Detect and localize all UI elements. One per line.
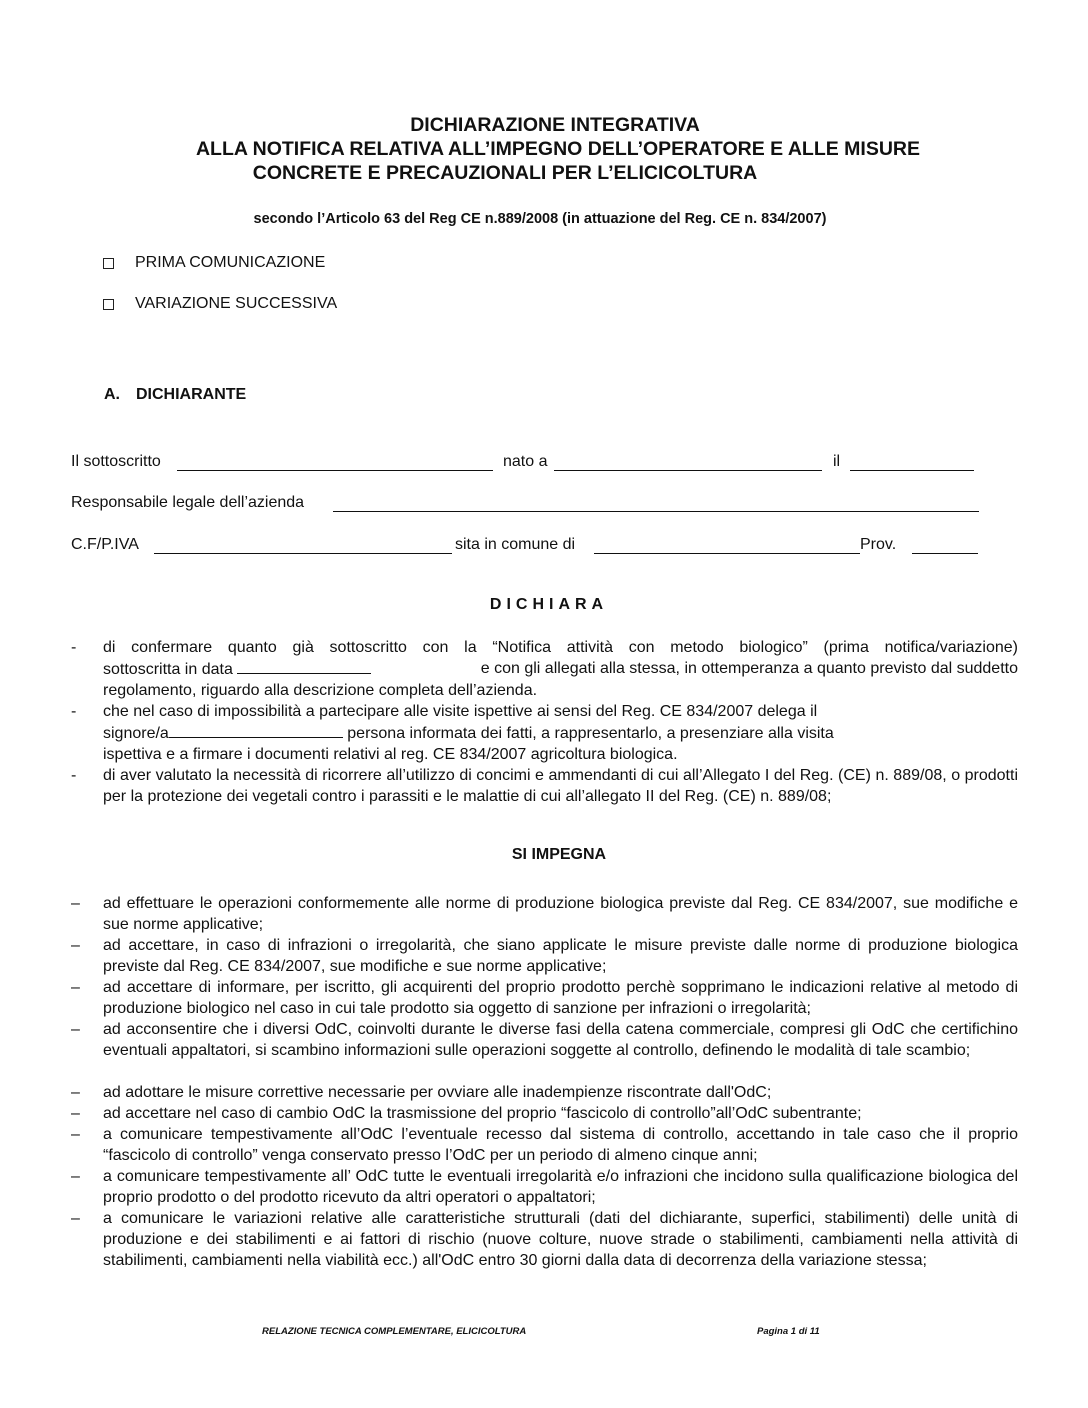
subtitle: secondo l’Articolo 63 del Reg CE n.889/2008 (in attuazione del Reg. CE n. 834/2007): [253, 211, 827, 227]
section-letter: A.: [104, 386, 120, 403]
section-label: DICHIARANTE: [136, 386, 247, 403]
item-line: che nel caso di impossibilità a partecipare alle visite ispettive ai sensi del Reg. CE 834/2007 delega il: [103, 703, 818, 720]
label-prov: Prov.: [860, 536, 897, 553]
item-line: ispettiva e a firmare i documenti relativi al reg. CE 834/2007 agricoltura biologica.: [103, 746, 678, 763]
dichiara-item-1: [71, 637, 1018, 701]
impegna-item-5: [71, 1082, 1018, 1103]
option-variazione-successiva[interactable]: [103, 295, 337, 313]
footer-document-title: RELAZIONE TECNICA COMPLEMENTARE, ELICICOLTURA: [262, 1326, 527, 1337]
field-row-cf: [71, 536, 979, 558]
dichiara-item-2: [71, 701, 1018, 765]
data-sottoscrizione-field[interactable]: [237, 658, 371, 674]
item-text: ad accettare nel caso di cambio OdC la trasmissione del proprio “fascicolo di controllo”all’OdC subentrante;: [103, 1105, 862, 1122]
option-label: VARIAZIONE SUCCESSIVA: [135, 295, 338, 312]
item-text: ad acconsentire che i diversi OdC, coinvolti durante le diverse fasi della catena commerciale, compresi gli OdC che certifichino eventuali appaltatori, si scambino informazioni sulle operazioni soggette al controllo, definendo le modalità di tale scambio;: [103, 1021, 1018, 1059]
impegna-item-4: [71, 1019, 1018, 1061]
bullet: -: [71, 639, 77, 656]
label-nato-a: nato a: [503, 453, 548, 470]
item-text: sottoscritta in data: [103, 661, 233, 678]
label-il: il: [833, 453, 841, 470]
title-line-1: DICHIARAZIONE INTEGRATIVA: [410, 114, 700, 136]
field-row-responsabile: [71, 494, 979, 516]
item-line: di confermare quanto già sottoscritto con la “Notifica attività con metodo biologico” (prima notifica/variazione): [103, 639, 1018, 656]
footer-page-number: Pagina 1 di 11: [757, 1326, 820, 1337]
nato-a-field[interactable]: [554, 453, 822, 471]
label-responsabile: Responsabile legale dell’azienda: [71, 494, 305, 511]
sottoscritto-field[interactable]: [177, 453, 493, 471]
impegna-heading: SI IMPEGNA: [511, 846, 607, 863]
data-nascita-field[interactable]: [850, 453, 974, 471]
bullet: –: [71, 1168, 80, 1185]
title-line-2: ALLA NOTIFICA RELATIVA ALL’IMPEGNO DELL’OPERATORE E ALLE MISURE: [195, 138, 921, 160]
item-text: di aver valutato la necessità di ricorrere all’utilizzo di concimi e ammendanti di cui all’Allegato I del Reg. (CE) n. 889/08, o prodotti per la protezione dei vegetali contro i parassiti e le malattie di cui all’allegato II del Reg. (CE) n. 889/08;: [103, 767, 1018, 805]
item-text: persona informata dei fatti, a rappresentarlo, a presenziare alla visita: [347, 725, 834, 742]
impegna-item-1: [71, 893, 1018, 935]
label-sottoscritto: Il sottoscritto: [71, 453, 161, 470]
impegna-item-8: [71, 1166, 1018, 1208]
item-text: ad adottare le misure correttive necessarie per ovviare alle inadempienze riscontrate dall'OdC;: [103, 1084, 772, 1101]
item-text: e con gli allegati alla stessa, in ottemperanza a quanto previsto dal suddetto: [480, 660, 1018, 677]
item-text: ad effettuare le operazioni conformemente alle norme di produzione biologica previste dal Reg. CE 834/2007, sue modifiche e sue norme applicative;: [103, 895, 1018, 933]
bullet: –: [71, 1021, 80, 1038]
checkbox-icon[interactable]: [103, 299, 114, 310]
bullet: –: [71, 979, 80, 996]
bullet: -: [71, 703, 77, 720]
bullet: –: [71, 895, 80, 912]
bullet: -: [71, 767, 77, 784]
bullet: –: [71, 1084, 80, 1101]
section-a-heading: [104, 386, 246, 404]
item-line: [103, 722, 1018, 744]
dichiara-heading: DICHIARA: [489, 596, 609, 613]
option-label: PRIMA COMUNICAZIONE: [135, 254, 326, 271]
item-text: signore/a: [103, 725, 169, 742]
impegna-item-6: [71, 1103, 1018, 1124]
item-text: a comunicare tempestivamente all’OdC l’eventuale recesso dal sistema di controllo, accettando in tale caso che il proprio “fascicolo di controllo” venga conservato presso l’OdC per un periodo di almeno cinque anni;: [103, 1126, 1018, 1164]
impegna-item-3: [71, 977, 1018, 1019]
option-prima-comunicazione[interactable]: [103, 254, 325, 272]
checkbox-icon[interactable]: [103, 258, 114, 269]
bullet: –: [71, 937, 80, 954]
item-line: [103, 658, 1018, 680]
item-text: ad accettare di informare, per iscritto, gli acquirenti del proprio prodotto perchè sopprimano le indicazioni relative al metodo di produzione biologico nel caso in cui tale prodotto sia oggetto di sanzione per infrazioni o irregolarità;: [103, 979, 1018, 1017]
label-sita: sita in comune di: [455, 536, 576, 553]
impegna-item-7: [71, 1124, 1018, 1166]
bullet: –: [71, 1126, 80, 1143]
item-text: a comunicare tempestivamente all’ OdC tutte le eventuali irregolarità e/o infrazioni che incidono sulla qualificazione biologica del proprio prodotto o del prodotto ricevuto da altri operatori o appaltatori;: [103, 1168, 1018, 1206]
impegna-item-9: [71, 1208, 1018, 1271]
item-line: regolamento, riguardo alla descrizione completa dell’azienda.: [103, 682, 538, 699]
title-line-3: CONCRETE E PRECAUZIONALI PER L’ELICICOLTURA: [252, 162, 758, 184]
impegna-item-2: [71, 935, 1018, 977]
responsabile-field[interactable]: [333, 494, 979, 512]
item-text: a comunicare le variazioni relative alle caratteristiche strutturali (dati del dichiarante, superfici, stabilimenti) delle unità di produzione e dei stabilimenti e ai fattori di rischio (nuove colture, nuove strade o stabilimenti, cambiamenti nella attività di stabilimenti, cambiamenti nella viabilità ecc.) all'OdC entro 30 giorni dalla data di decorrenza della variazione stessa;: [103, 1210, 1018, 1269]
prov-field[interactable]: [912, 536, 978, 554]
comune-field[interactable]: [594, 536, 860, 554]
delegato-field[interactable]: [169, 722, 343, 738]
cf-piva-field[interactable]: [154, 536, 452, 554]
bullet: –: [71, 1210, 80, 1227]
label-cf: C.F/P.IVA: [71, 536, 139, 553]
item-text: ad accettare, in caso di infrazioni o irregolarità, che siano applicate le misure previste dalle norme di produzione biologica previste dal Reg. CE 834/2007, sue modifiche e sue norme applicative;: [103, 937, 1018, 975]
bullet: –: [71, 1105, 80, 1122]
dichiara-item-3: [71, 765, 1018, 807]
field-row-sottoscritto: [71, 453, 979, 475]
